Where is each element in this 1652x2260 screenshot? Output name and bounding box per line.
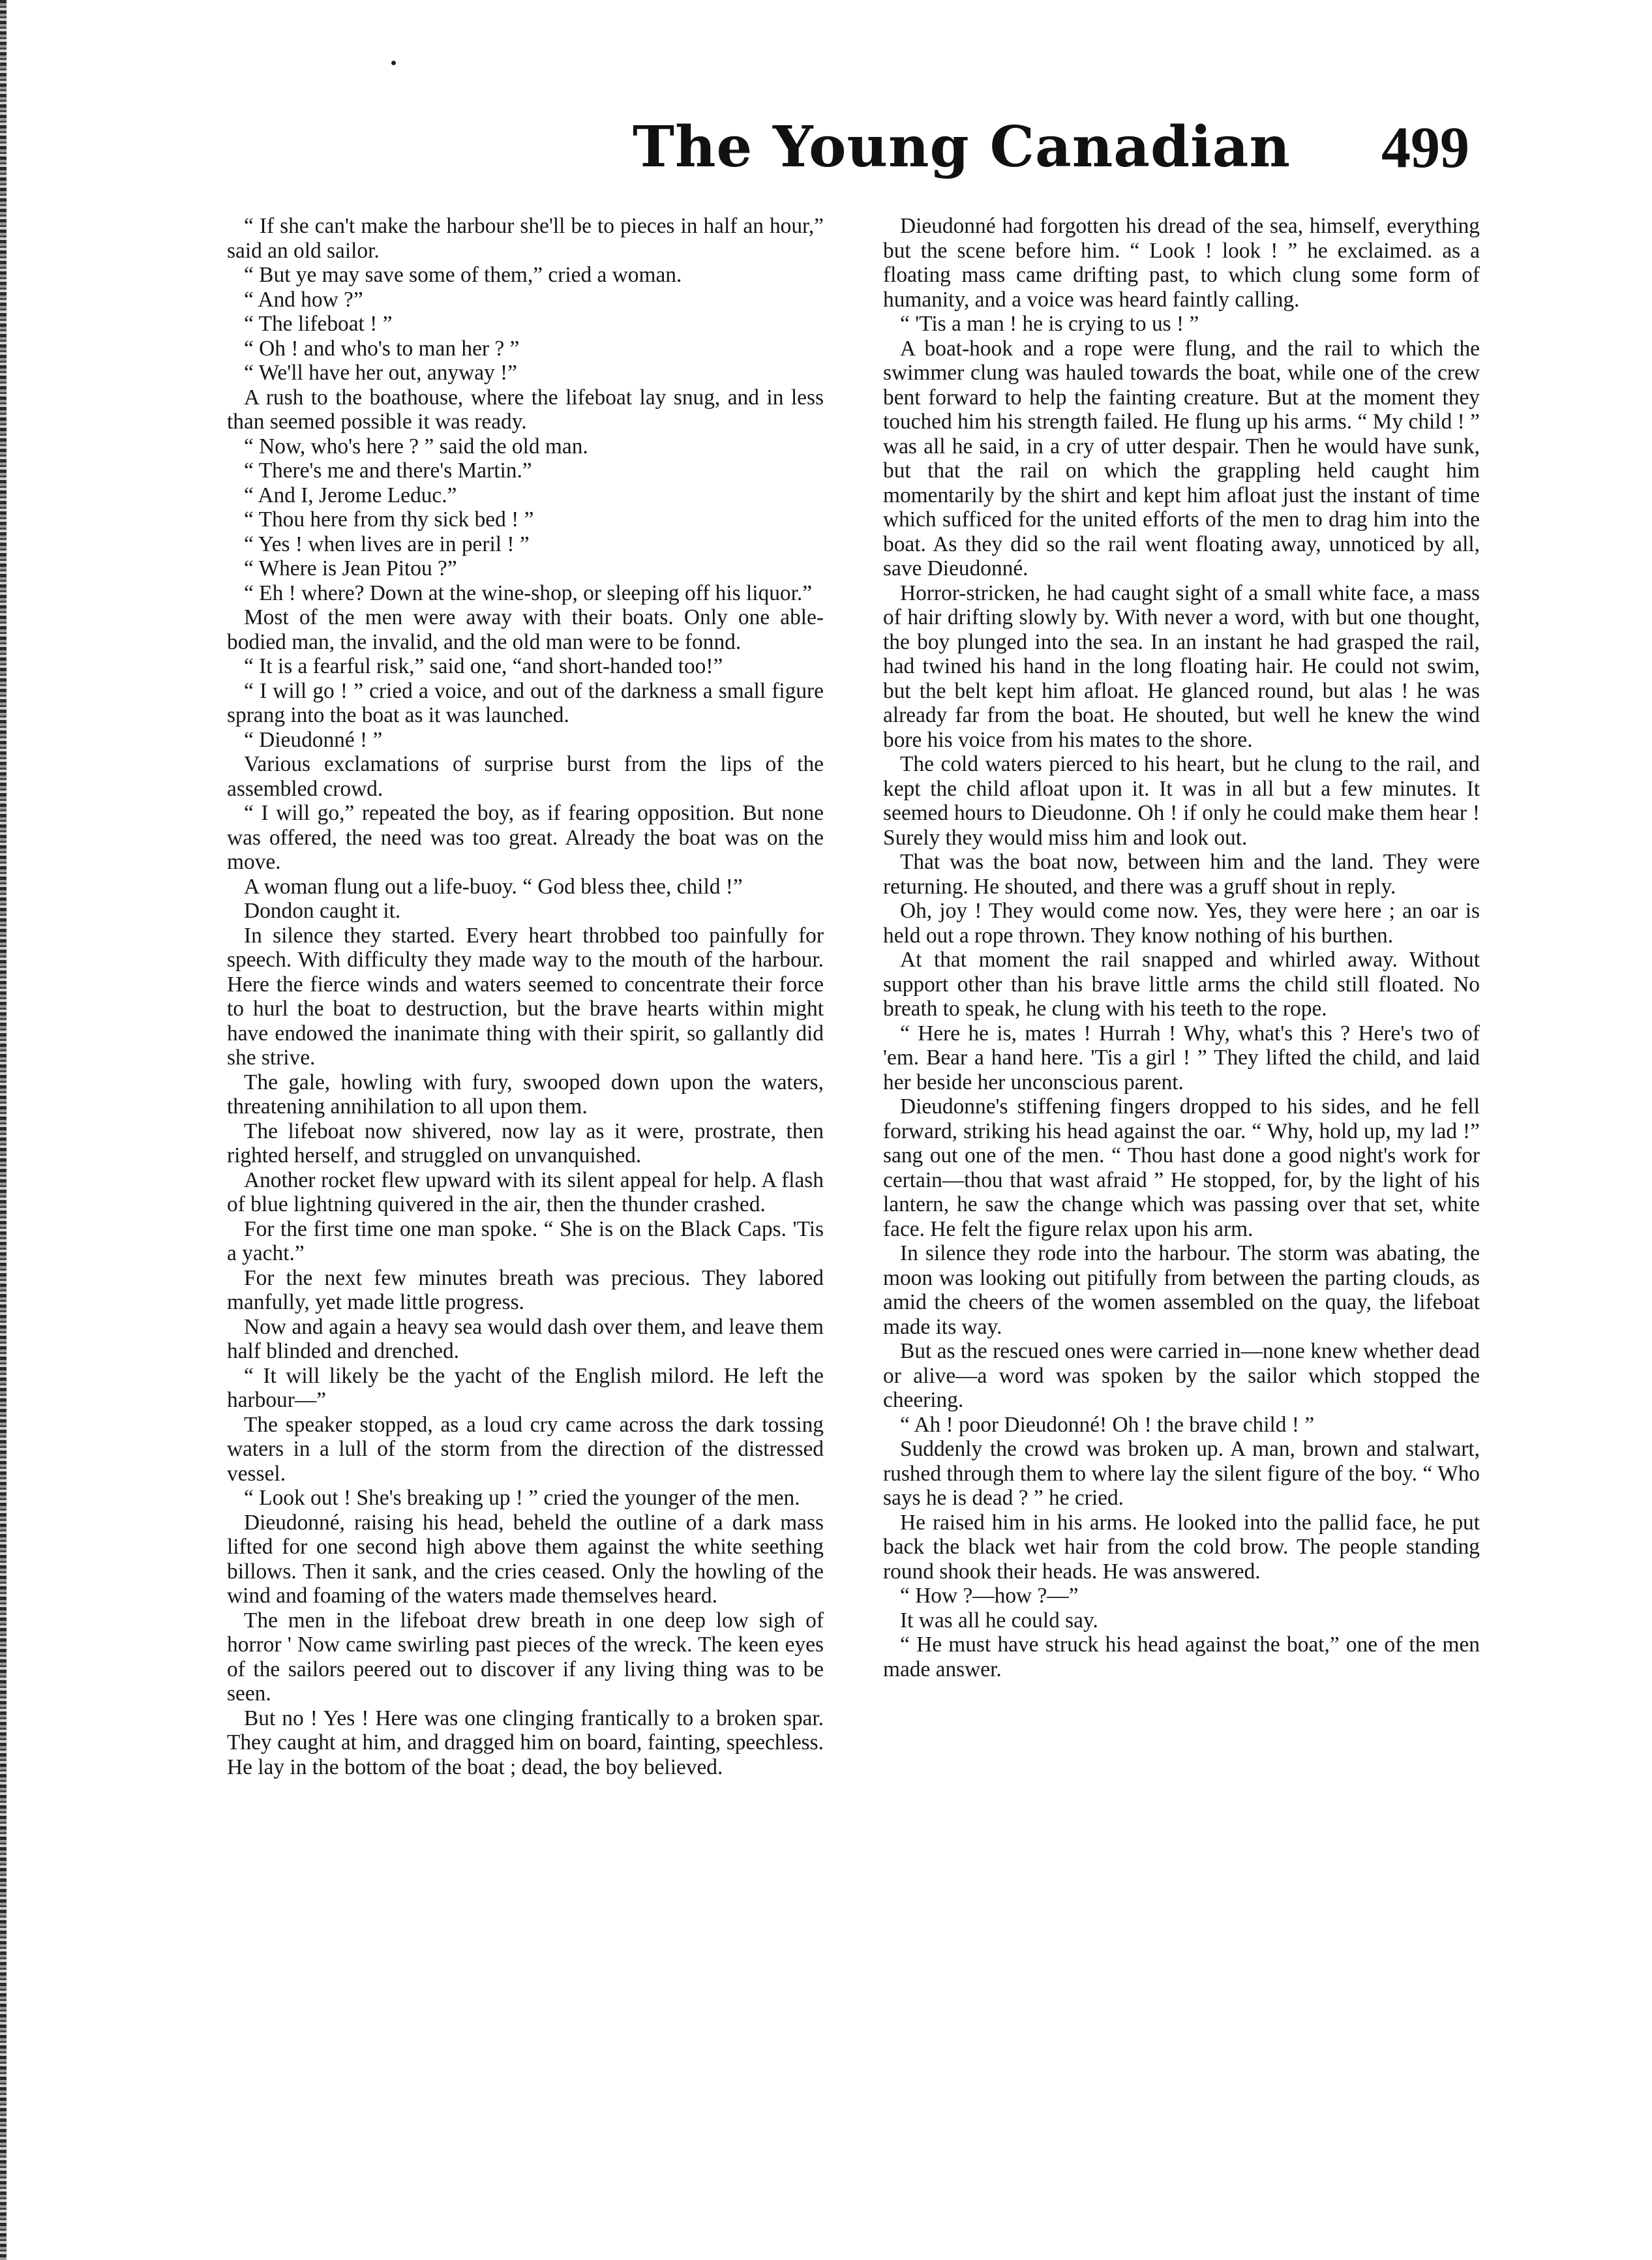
paragraph: In silence they started. Every heart throbbed too painfully for speech. With difficulty they made way to the mouth of the harbour. Here the fierce winds and waters seemed to concentrate their force to hurl the boat to destruction, but the brave hearts within might have endowed the inanimate thing with their spirit, so gallantly did she strive. xyxy=(227,923,824,1070)
paragraph: The lifeboat now shivered, now lay as it were, prostrate, then righted herself, and struggled on unvanquished. xyxy=(227,1119,824,1168)
paragraph: “ The lifeboat ! ” xyxy=(244,312,393,336)
page-binding-edge xyxy=(0,0,7,2260)
paragraph: A rush to the boathouse, where the lifeboat lay snug, and in less than seemed possible it was ready. xyxy=(227,385,824,434)
paragraph: That was the boat now, between him and the land. They were returning. He shouted, and there was a gruff shout in reply. xyxy=(883,850,1480,899)
text-column-left xyxy=(227,214,824,1779)
paragraph: “ He must have struck his head against the boat,” one of the men made answer. xyxy=(883,1633,1480,1681)
print-speck xyxy=(391,61,396,65)
masthead-title: The Young Canadian xyxy=(633,114,1291,180)
paragraph: Various exclamations of surprise burst from the lips of the assembled crowd. xyxy=(227,752,824,801)
paragraph: At that moment the rail snapped and whirled away. Without support other than his brave little arms the child still floated. No breath to speak, he clung with his teeth to the rope. xyxy=(883,948,1480,1021)
paragraph: Dondon caught it. xyxy=(244,899,401,923)
paragraph: Dieudonné, raising his head, beheld the outline of a dark mass lifted for one second high above them against the white seething billows. Then it sank, and the cries ceased. Only the howling of the wind and foaming of the waters made themselves heard. xyxy=(227,1510,824,1608)
paragraph: Suddenly the crowd was broken up. A man, brown and stalwart, rushed through them to where lay the silent figure of the boy. “ Who says he is dead ? ” he cried. xyxy=(883,1437,1480,1510)
paragraph: For the first time one man spoke. “ She is on the Black Caps. 'Tis a yacht.” xyxy=(227,1216,824,1265)
paragraph: “ But ye may save some of them,” cried a woman. xyxy=(244,263,682,287)
paragraph: “ We'll have her out, anyway !” xyxy=(244,361,517,385)
paragraph: The gale, howling with fury, swooped down upon the waters, threatening annihilation to all upon them. xyxy=(227,1070,824,1119)
paragraph: “ Where is Jean Pitou ?” xyxy=(244,556,457,580)
paragraph: “ And I, Jerome Leduc.” xyxy=(244,483,457,507)
paragraph: “ Now, who's here ? ” said the old man. xyxy=(244,434,588,459)
paragraph: Most of the men were away with their boats. Only one able-bodied man, the invalid, and the old man were to be fonnd. xyxy=(227,605,824,654)
paragraph: Another rocket flew upward with its silent appeal for help. A flash of blue lightning quivered in the air, then the thunder crashed. xyxy=(227,1168,824,1216)
paragraph: “ Here he is, mates ! Hurrah ! Why, what's this ? Here's two of 'em. Bear a hand here. 'Tis a girl ! ” They lifted the child, and laid her beside her unconscious parent. xyxy=(883,1021,1480,1094)
paragraph: “ It will likely be the yacht of the English milord. He left the harbour—” xyxy=(227,1363,824,1412)
paragraph: It was all he could say. xyxy=(900,1608,1098,1633)
paragraph: Oh, joy ! They would come now. Yes, they were here ; an oar is held out a rope thrown. They know nothing of his burthen. xyxy=(883,899,1480,948)
paragraph: In silence they rode into the harbour. The storm was abating, the moon was looking out pitifully from between the parting clouds, as amid the cheers of the women assembled on the quay, the lifeboat made its way. xyxy=(883,1241,1480,1339)
paragraph: He raised him in his arms. He looked into the pallid face, he put back the black wet hair from the cold brow. The people standing round shook their heads. He was answered. xyxy=(883,1510,1480,1584)
paragraph: “ I will go,” repeated the boy, as if fearing opposition. But none was offered, the need was too great. Already the boat was on the move. xyxy=(227,801,824,874)
paragraph: “ Oh ! and who's to man her ? ” xyxy=(244,336,520,361)
paragraph: “ 'Tis a man ! he is crying to us ! ” xyxy=(900,312,1199,336)
paragraph: “ Look out ! She's breaking up ! ” cried the younger of the men. xyxy=(244,1486,800,1510)
paragraph: A woman flung out a life-buoy. “ God bless thee, child !” xyxy=(244,874,743,899)
paragraph: “ It is a fearful risk,” said one, “and short-handed too!” xyxy=(244,654,723,678)
paragraph: Horror-stricken, he had caught sight of a small white face, a mass of hair drifting slowly by. With never a word, with but one thought, the boy plunged into the sea. In an instant he had grasped the rail, had twined his hand in the long floating hair. He could not swim, but the belt kept him afloat. He glanced round, but alas ! he was already far from the boat. He shouted, but well he knew the wind bore his voice from his mates to the shore. xyxy=(883,580,1480,752)
paragraph: “ Ah ! poor Dieudonné! Oh ! the brave child ! ” xyxy=(900,1412,1315,1437)
paragraph: “ How ?—how ?—” xyxy=(900,1584,1079,1608)
page-number: 499 xyxy=(1381,115,1469,180)
paragraph: “ There's me and there's Martin.” xyxy=(244,459,532,483)
paragraph: A boat-hook and a rope were flung, and the rail to which the swimmer clung was hauled towards the boat, while one of the crew bent forward to help the fainting creature. But at the moment they touched him his strength failed. He flung up his arms. “ My child ! ” was all he said, in a cry of utter despair. Then he would have sunk, but that the rail on which the grappling held caught him momentarily by the shirt and kept him afloat just the instant of time which sufficed for the united efforts of the men to drag him into the boat. As they did so the rail went floating away, unnoticed by all, save Dieudonné. xyxy=(883,336,1480,580)
paragraph: “ Dieudonné ! ” xyxy=(244,727,383,752)
text-column-right xyxy=(883,214,1480,1681)
paragraph: The cold waters pierced to his heart, but he clung to the rail, and kept the child afloat upon it. It was in all but a few minutes. It seemed hours to Dieudonne. Oh ! if only he could make them hear ! Surely they would miss him and look out. xyxy=(883,752,1480,850)
paragraph: Dieudonné had forgotten his dread of the sea, himself, everything but the scene before him. “ Look ! look ! ” he exclaimed. as a floating mass came drifting past, to which clung some form of humanity, and a voice was heard faintly calling. xyxy=(883,214,1480,312)
paragraph: “ Yes ! when lives are in peril ! ” xyxy=(244,532,530,556)
paragraph: Now and again a heavy sea would dash over them, and leave them half blinded and drenched. xyxy=(227,1314,824,1363)
paragraph: But as the rescued ones were carried in—none knew whether dead or alive—a word was spoken by the sailor which stopped the cheering. xyxy=(883,1339,1480,1412)
paragraph: The speaker stopped, as a loud cry came across the dark tossing waters in a lull of the storm from the direction of the distressed vessel. xyxy=(227,1412,824,1486)
paragraph: Dieudonne's stiffening fingers dropped to his sides, and he fell forward, striking his head against the oar. “ Why, hold up, my lad !” sang out one of the men. “ Thou hast done a good night's work for certain—thou that wast afraid ” He stopped, for, by the light of his lantern, he saw the change which was passing over that set, white face. He felt the figure relax upon his arm. xyxy=(883,1094,1480,1241)
paragraph: But no ! Yes ! Here was one clinging frantically to a broken spar. They caught at him, and dragged him on board, fainting, speechless. He lay in the bottom of the boat ; dead, the boy believed. xyxy=(227,1706,824,1779)
paragraph: “ I will go ! ” cried a voice, and out of the darkness a small figure sprang into the boat as it was launched. xyxy=(227,678,824,727)
paragraph: “ And how ?” xyxy=(244,287,363,312)
paragraph: “ Eh ! where? Down at the wine-shop, or sleeping off his liquor.” xyxy=(244,580,813,605)
paragraph: The men in the lifeboat drew breath in one deep low sigh of horror ' Now came swirling past pieces of the wreck. The keen eyes of the sailors peered out to discover if any living thing was to be seen. xyxy=(227,1608,824,1706)
paragraph: “ Thou here from thy sick bed ! ” xyxy=(244,507,534,532)
paragraph: “ If she can't make the harbour she'll be to pieces in half an hour,” said an old sailor. xyxy=(227,214,824,263)
paragraph: For the next few minutes breath was precious. They labored manfully, yet made little progress. xyxy=(227,1265,824,1314)
